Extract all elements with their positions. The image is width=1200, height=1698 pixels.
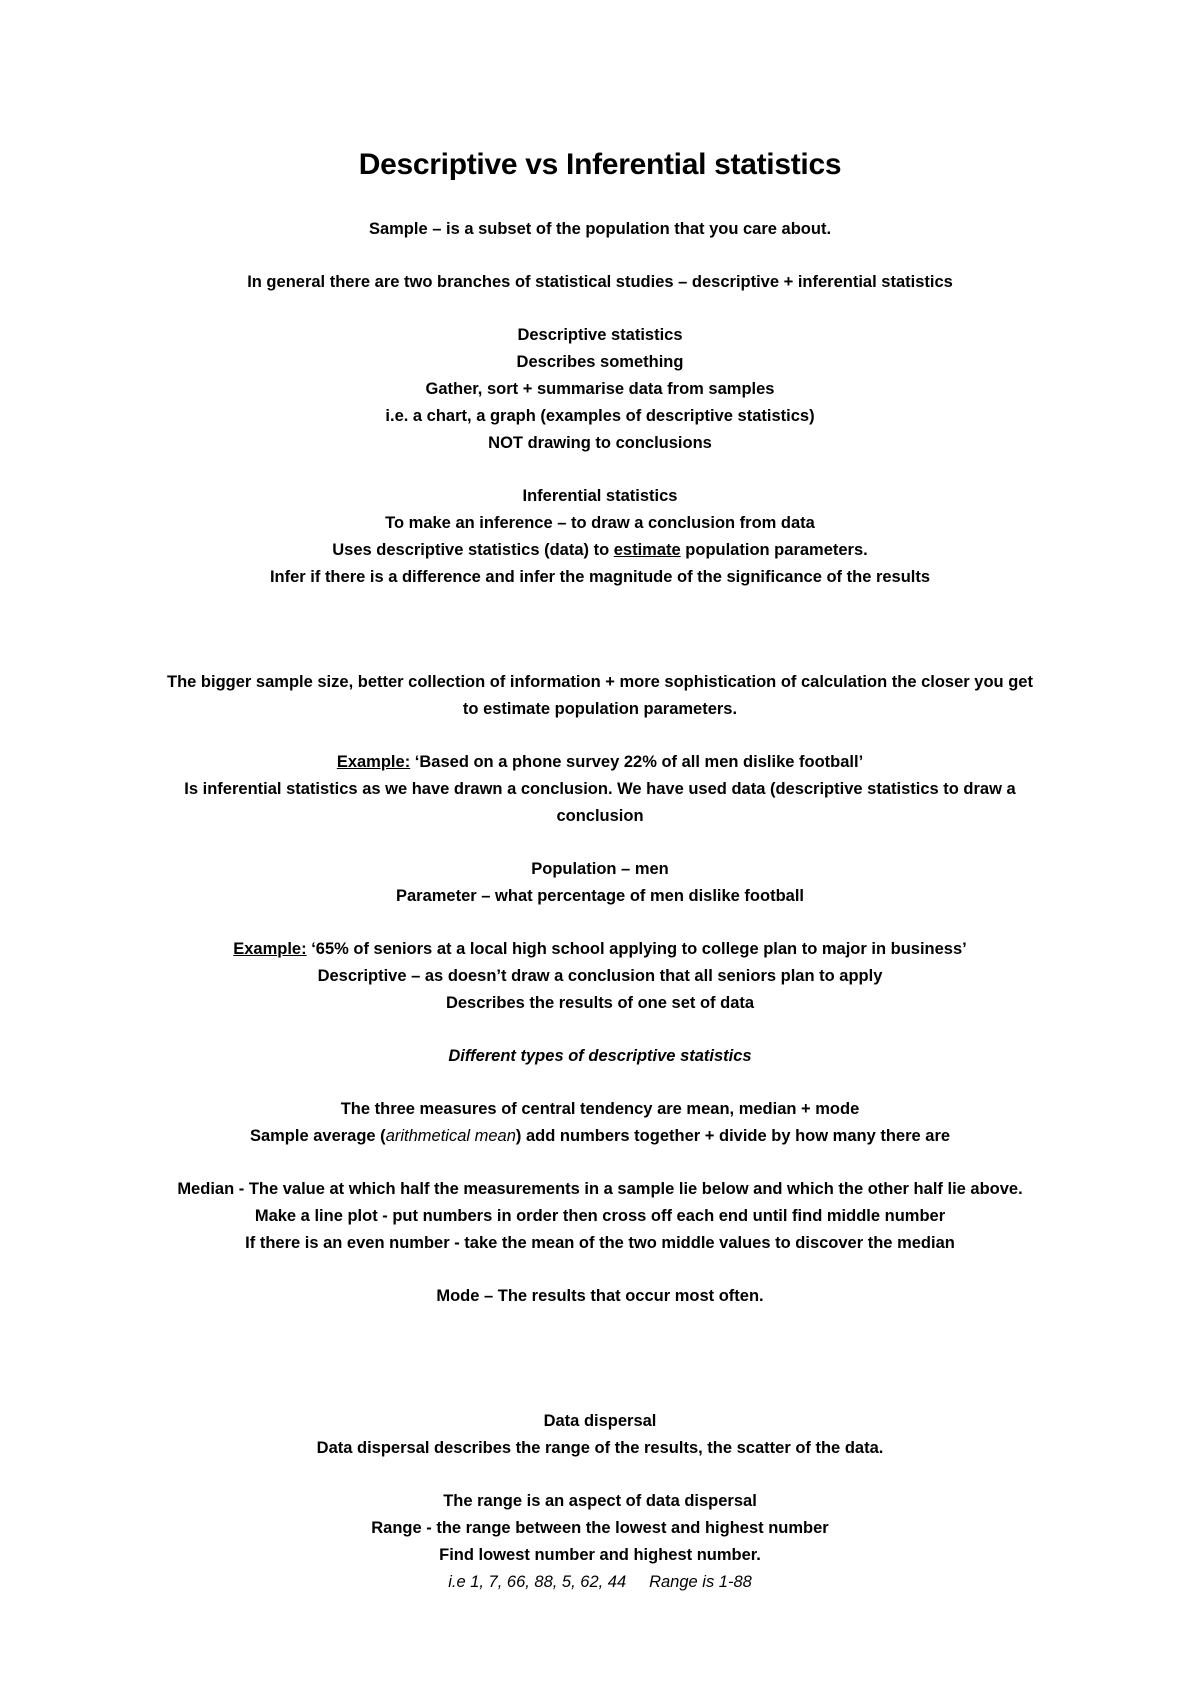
example-two-quote: ‘65% of seniors at a local high school applying to college plan to major in business’: [306, 940, 967, 958]
median-line: If there is an even number - take the mean of the two middle values to discover the median: [245, 1234, 955, 1252]
arithmetical-mean-italic: arithmetical mean: [385, 1127, 516, 1145]
inferential-line2-pre: Uses descriptive statistics (data) to: [332, 541, 614, 559]
inferential-line: Infer if there is a difference and infer the magnitude of the significance of the results: [269, 568, 931, 586]
range-line: Range - the range between the lowest and highest number: [371, 1519, 829, 1537]
central-tendency-line: The three measures of central tendency are mean, median + mode: [340, 1100, 860, 1118]
data-dispersal-heading: Data dispersal: [543, 1412, 657, 1430]
example-two-explanation: Describes the results of one set of data: [445, 994, 755, 1012]
population-paragraph: [130, 856, 1070, 910]
example-one-label: Example:: [336, 753, 411, 771]
data-dispersal-line: Data dispersal describes the range of the results, the scatter of the data.: [316, 1439, 884, 1457]
document-title: Descriptive vs Inferential statistics: [358, 148, 842, 181]
parameter-line: Parameter – what percentage of men dislike football: [395, 887, 805, 905]
range-example: i.e 1, 7, 66, 88, 5, 62, 44 Range is 1-88: [448, 1573, 752, 1591]
example-two-label: Example:: [233, 940, 307, 958]
data-dispersal-paragraph: [130, 1408, 1070, 1462]
sample-average-line: [130, 1123, 1070, 1150]
example-two: [130, 936, 1070, 1017]
range-line: Find lowest number and highest number.: [439, 1546, 761, 1564]
inferential-heading: Inferential statistics: [522, 487, 678, 505]
descriptive-section: [130, 322, 1070, 457]
example-two-line: [130, 936, 1070, 963]
descriptive-line: i.e. a chart, a graph (examples of descriptive statistics): [385, 407, 815, 425]
inferential-line: To make an inference – to draw a conclusion from data: [385, 514, 815, 532]
branches-paragraph: [130, 269, 1070, 296]
descriptive-line: NOT drawing to conclusions: [488, 434, 712, 452]
bigger-sample-paragraph: [130, 669, 1070, 723]
median-line: Median - The value at which half the measurements in a sample lie below and which the other half lie above.: [177, 1180, 1023, 1198]
mode-line: Mode – The results that occur most often.: [436, 1287, 764, 1305]
range-line: The range is an aspect of data dispersal: [443, 1492, 757, 1510]
sample-definition-text: Sample – is a subset of the population that you care about.: [368, 220, 832, 238]
example-one-explanation: conclusion: [556, 807, 644, 825]
example-one-quote: ‘Based on a phone survey 22% of all men dislike football’: [410, 753, 864, 771]
descriptive-line: Gather, sort + summarise data from samples: [425, 380, 775, 398]
range-paragraph: [130, 1488, 1070, 1596]
example-one-line: [130, 749, 1070, 776]
mode-paragraph: [130, 1283, 1070, 1310]
example-two-explanation: Descriptive – as doesn’t draw a conclusion that all seniors plan to apply: [317, 967, 883, 985]
descriptive-line: Describes something: [516, 353, 684, 371]
bigger-sample-line: The bigger sample size, better collection of information + more sophistication of calculation the closer you get: [167, 673, 1033, 691]
inferential-line2-post: population parameters.: [680, 541, 868, 559]
types-heading-paragraph: [130, 1043, 1070, 1070]
inferential-line: [130, 537, 1070, 564]
types-heading: Different types of descriptive statistics: [448, 1047, 752, 1065]
population-line: Population – men: [531, 860, 669, 878]
median-paragraph: [130, 1176, 1070, 1257]
example-one-explanation: Is inferential statistics as we have drawn a conclusion. We have used data (descriptive statistics to draw a: [184, 780, 1016, 798]
example-one: [130, 749, 1070, 830]
inferential-section: [130, 483, 1070, 591]
central-tendency-paragraph: [130, 1096, 1070, 1150]
bigger-sample-line: to estimate population parameters.: [462, 700, 738, 718]
estimate-underlined: estimate: [613, 541, 681, 559]
sample-average-post: ) add numbers together + divide by how many there are: [515, 1127, 951, 1145]
median-line: Make a line plot - put numbers in order then cross off each end until find middle number: [254, 1207, 946, 1225]
sample-definition: [130, 216, 1070, 243]
sample-average-pre: Sample average (: [249, 1127, 386, 1145]
branches-text: In general there are two branches of statistical studies – descriptive + inferential statistics: [247, 273, 953, 291]
descriptive-heading: Descriptive statistics: [517, 326, 683, 344]
